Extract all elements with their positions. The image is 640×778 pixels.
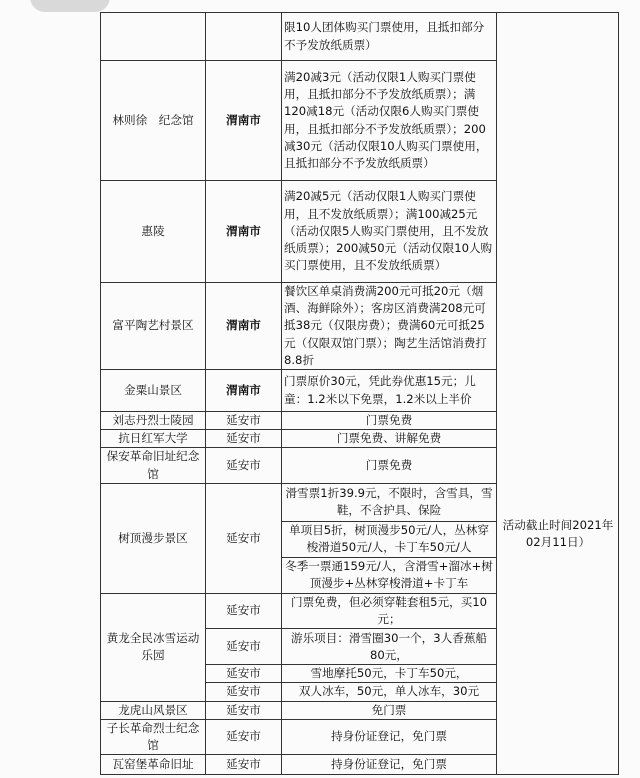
offer-cell: 门票免费 bbox=[282, 448, 497, 483]
offer-cell: 单项目5折，树顶漫步50元/人，丛林穿梭滑道50元/人，卡丁车50元/人 bbox=[282, 521, 497, 557]
city-cell: 延安市 bbox=[206, 430, 282, 448]
attraction-name bbox=[101, 13, 206, 61]
offer-cell: 门票免费 bbox=[282, 412, 497, 430]
city-cell: 延安市 bbox=[206, 665, 282, 683]
deadline-note: 活动截止时间2021年02月11日） bbox=[502, 518, 614, 549]
offer-cell: 限10人团体购买门票使用，且抵扣部分不予发放纸质票） bbox=[282, 13, 497, 61]
attraction-name: 瓦窑堡革命旧址 bbox=[101, 755, 206, 775]
city-cell: 渭南市 bbox=[206, 370, 282, 412]
city-cell: 延安市 bbox=[206, 719, 282, 754]
attraction-name: 龙虎山风景区 bbox=[101, 701, 206, 719]
attractions-table bbox=[100, 12, 619, 775]
city-cell: 延安市 bbox=[206, 629, 282, 665]
attraction-name: 黄龙全民冰雪运动乐园 bbox=[101, 593, 206, 701]
attraction-name: 刘志丹烈士陵园 bbox=[101, 412, 206, 430]
offer-cell: 游乐项目：滑雪圈30一个，3人香蕉船 80元， bbox=[282, 629, 497, 665]
offer-cell: 持身份证登记，免门票 bbox=[282, 755, 497, 775]
attraction-name: 金粟山景区 bbox=[101, 370, 206, 412]
offer-cell: 滑雪票1折39.9元，不限时，含雪具，雪鞋，不含护具、保险 bbox=[282, 483, 497, 521]
table-row bbox=[101, 13, 619, 61]
city-cell: 延安市 bbox=[206, 755, 282, 775]
attraction-name: 林则徐 纪念馆 bbox=[101, 61, 206, 181]
city-cell: 延安市 bbox=[206, 412, 282, 430]
attraction-name: 富平陶艺村景区 bbox=[101, 283, 206, 370]
attraction-name: 树顶漫步景区 bbox=[101, 483, 206, 593]
offer-cell: 门票免费，但必须穿鞋套租5元，买10元； bbox=[282, 593, 497, 628]
offer-cell: 门票免费、讲解免费 bbox=[282, 430, 497, 448]
status-pill bbox=[30, 0, 110, 12]
offer-cell: 满20减5元（活动仅限1人购买门票使用，且不发放纸质票）；满100减25元（活动仅限5人购买门票使用，且不发放纸质票）；200减50元（活动仅限10人购买门票使用，且不发放纸质票） bbox=[282, 181, 497, 283]
city-cell: 延安市 bbox=[206, 701, 282, 719]
city-cell: 渭南市 bbox=[206, 283, 282, 370]
attraction-name: 抗日红军大学 bbox=[101, 430, 206, 448]
offer-cell: 满20减3元（活动仅限1人购买门票使用，且抵扣部分不予发放纸质票）；满120减18元（活动仅限6人购买门票使用，且抵扣部分不予发放纸质票）；200减30元（活动仅限10人购买门票使用，且抵扣部分不予发放纸质票） bbox=[282, 61, 497, 181]
offer-cell: 持身份证登记，免门票 bbox=[282, 719, 497, 754]
attraction-name: 子长革命烈士纪念馆 bbox=[101, 719, 206, 754]
deadline-column bbox=[497, 13, 619, 775]
offer-cell: 餐饮区单桌消费满200元可抵20元（烟酒、海鲜除外）；客房区消费满208元可抵38元（仅限房费）；费满60元可抵25元（仅限双馆门票）；陶艺生活馆消费打8.8折 bbox=[282, 283, 497, 370]
offer-cell: 门票原价30元，凭此券优惠15元；儿童：1.2米以下免票，1.2米以上半价 bbox=[282, 370, 497, 412]
offer-cell: 免门票 bbox=[282, 701, 497, 719]
attraction-name: 保安革命旧址纪念馆 bbox=[101, 448, 206, 483]
city-cell: 渭南市 bbox=[206, 181, 282, 283]
city-cell: 渭南市 bbox=[206, 61, 282, 181]
city-cell bbox=[206, 13, 282, 61]
city-cell: 延安市 bbox=[206, 448, 282, 483]
offer-cell: 双人冰车，50元，单人冰车，30元 bbox=[282, 683, 497, 701]
attraction-name: 惠陵 bbox=[101, 181, 206, 283]
city-cell: 延安市 bbox=[206, 483, 282, 593]
city-cell: 延安市 bbox=[206, 683, 282, 701]
city-cell: 延安市 bbox=[206, 593, 282, 628]
offer-cell: 冬季一票通159元/人，含滑雪+溜冰+树顶漫步+丛林穿梭滑道+卡丁车 bbox=[282, 557, 497, 593]
offer-cell: 雪地摩托50元，卡丁车50元， bbox=[282, 665, 497, 683]
